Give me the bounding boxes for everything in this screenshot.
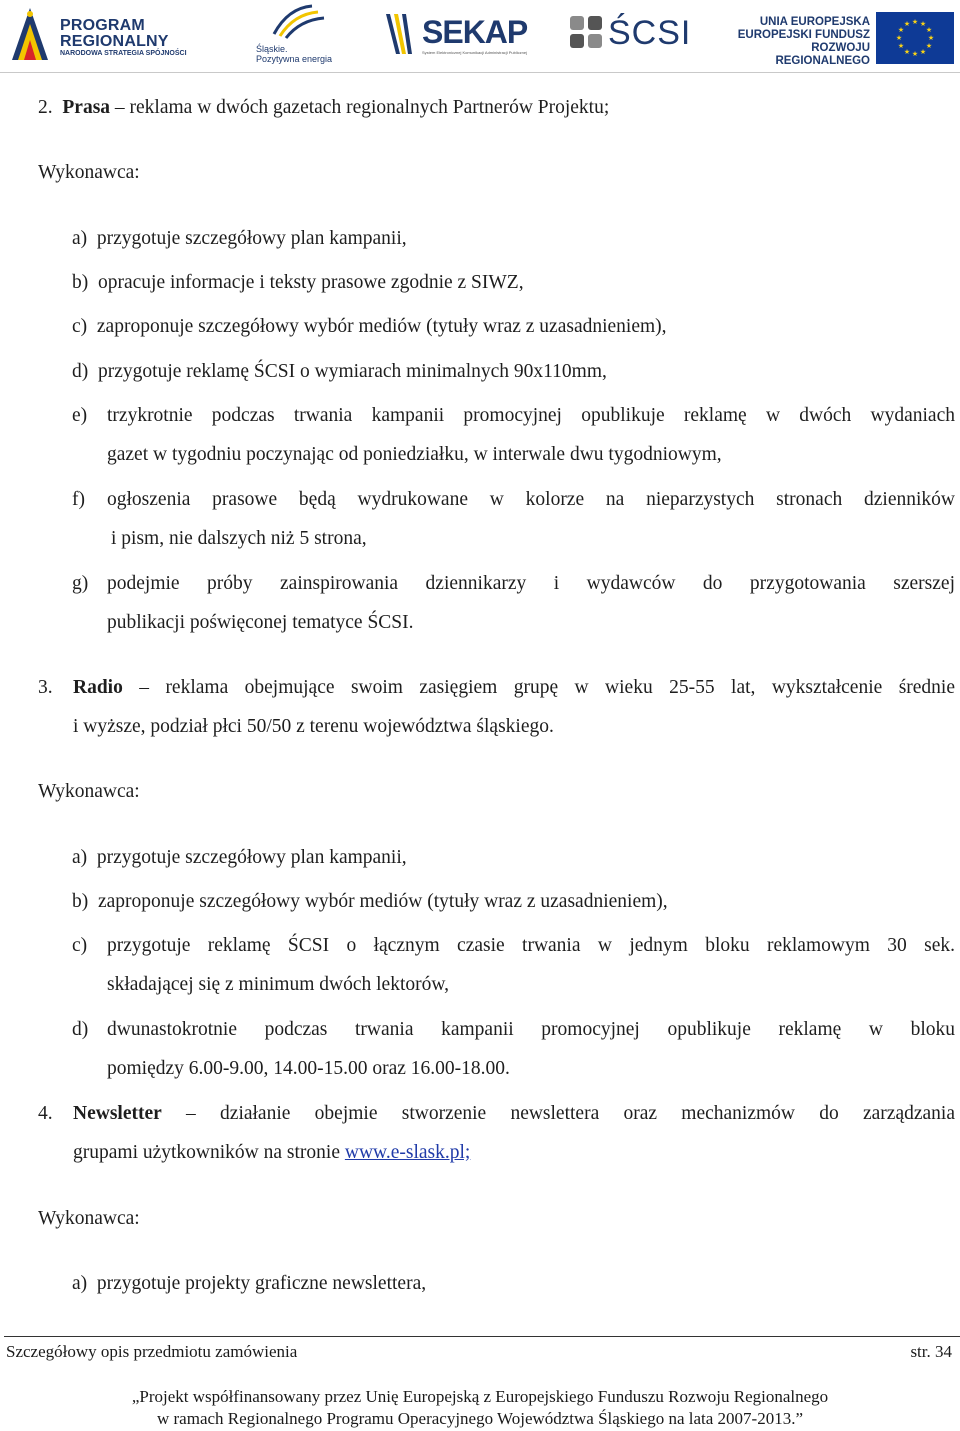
wykonawca-label: Wykonawca: — [38, 1208, 140, 1229]
footer-page-number: str. 34 — [910, 1342, 952, 1361]
scsi-logo-name: ŚCSI — [608, 14, 692, 52]
list-letter: d) — [72, 361, 89, 382]
section-radio-heading — [73, 668, 955, 707]
svg-text:★: ★ — [925, 42, 933, 50]
slaskie-logo-line2: Pozytywna energia — [256, 54, 333, 64]
list-item — [72, 882, 668, 921]
section-description: – reklama obejmujące swoim zasięgiem grupę w wieku 25-55 lat, wykształcenie średnie — [122, 677, 955, 698]
list-text: trzykrotnie podczas trwania kampanii promocyjnej opublikuje reklamę w dwóch wydaniach — [107, 405, 955, 426]
section-description: – działanie obejmie stworzenie newslettera oraz mechanizmów do zarządzania — [161, 1103, 955, 1124]
svg-text:★: ★ — [897, 26, 905, 34]
list-letter: g) — [72, 573, 89, 594]
list-letter: c) — [72, 935, 88, 956]
svg-text:★: ★ — [895, 34, 903, 42]
svg-text:★: ★ — [911, 18, 919, 26]
list-text: opracuje informacje i teksty prasowe zgodnie z SIWZ, — [98, 272, 524, 293]
page-header — [0, 0, 960, 73]
list-letter: e) — [72, 405, 88, 426]
section-number: 2. — [38, 97, 53, 118]
program-regionalny-logo — [8, 4, 208, 66]
section-description: – reklama w dwóch gazetach regionalnych Partnerów Projektu; — [110, 97, 610, 118]
footer-document-title: Szczegółowy opis przedmiotu zamówienia — [6, 1342, 298, 1361]
section-number: 3. — [38, 677, 53, 698]
list-text: ogłoszenia prasowe będą wydrukowane w kolorze na nieparzystych stronach dzienników — [107, 489, 955, 510]
list-text: publikacji poświęconej tematyce ŚCSI. — [107, 612, 414, 633]
slaskie-emblem-icon — [268, 4, 328, 42]
program-logo-line3: NARODOWA STRATEGIA SPÓJNOŚCI — [60, 50, 187, 57]
wykonawca-label: Wykonawca: — [38, 781, 140, 802]
svg-text:★: ★ — [903, 48, 911, 56]
list-text: przygotuje reklamę ŚCSI o łącznym czasie trwania w jednym bloku reklamowym 30 sek. — [107, 935, 955, 956]
list-text: przygotuje szczegółowy plan kampanii, — [96, 847, 407, 868]
list-item — [72, 352, 607, 391]
eu-logo-line1: UNIA EUROPEJSKA — [759, 16, 870, 28]
list-letter: b) — [72, 272, 89, 293]
list-text: pomiędzy 6.00-9.00, 14.00-15.00 oraz 16.00-18.00. — [107, 1058, 510, 1079]
list-text: zaproponuje szczegółowy wybór mediów (tytuły wraz z uzasadnieniem), — [96, 316, 667, 337]
scsi-logo — [568, 4, 708, 66]
e-slask-link[interactable]: www.e-slask.pl; — [344, 1142, 471, 1163]
list-letter: a) — [72, 228, 88, 249]
list-item — [72, 838, 407, 877]
svg-text:★: ★ — [911, 50, 919, 58]
list-letter: b) — [72, 891, 89, 912]
list-letter: c) — [72, 316, 88, 337]
list-letter: d) — [72, 1019, 89, 1040]
list-text: przygotuje projekty graficzne newslettera, — [96, 1273, 427, 1294]
section-description-cont — [73, 1133, 470, 1172]
list-text: przygotuje szczegółowy plan kampanii, — [96, 228, 407, 249]
scsi-emblem-icon — [570, 16, 606, 56]
list-text: zaproponuje szczegółowy wybór mediów (tytuły wraz z uzasadnieniem), — [98, 891, 668, 912]
footer-divider — [4, 1336, 960, 1337]
list-text: podejmie próby zainspirowania dziennikarzy i wydawców do przygotowania szerszej — [107, 573, 955, 594]
slaskie-logo-line1: Śląskie. — [256, 44, 288, 54]
section-title: Prasa — [62, 97, 111, 118]
svg-text:★: ★ — [925, 26, 933, 34]
section-title: Newsletter — [73, 1103, 162, 1124]
list-text: przygotuje reklamę ŚCSI o wymiarach minimalnych 90x110mm, — [98, 361, 607, 382]
section-newsletter-heading — [73, 1094, 955, 1133]
footer-cofinancing-line1: „Projekt współfinansowany przez Unię Europejską z Europejskiego Funduszu Rozwoju Regionalnego — [131, 1387, 829, 1406]
section-number: 4. — [38, 1103, 53, 1124]
list-letter: a) — [72, 1273, 88, 1294]
eu-logo-line3: ROZWOJU REGIONALNEGO — [775, 42, 870, 67]
svg-text:★: ★ — [919, 48, 927, 56]
section-description-text: grupami użytkowników na stronie — [73, 1142, 345, 1163]
list-text: dwunastokrotnie podczas trwania kampanii promocyjnej opublikuje reklamę w bloku — [107, 1019, 955, 1040]
eu-logo — [736, 4, 956, 66]
list-letter: a) — [72, 847, 88, 868]
list-item — [72, 263, 524, 302]
svg-text:★: ★ — [903, 20, 911, 28]
sekap-logo — [382, 4, 528, 66]
section-title: Radio — [73, 677, 123, 698]
list-item — [72, 307, 667, 346]
wykonawca-label: Wykonawca: — [38, 162, 140, 183]
list-item — [72, 1264, 426, 1303]
program-logo-line1: PROGRAM — [60, 17, 145, 34]
section-prasa-heading — [38, 88, 609, 127]
list-text: i pism, nie dalszych niż 5 strona, — [111, 528, 367, 549]
eu-flag-icon — [876, 12, 954, 64]
list-text: gazet w tygodniu poczynając od poniedziałku, w interwale dwu tygodniowym, — [107, 444, 722, 465]
list-letter: f) — [72, 489, 85, 510]
sekap-logo-sub: System Elektronicznej Komunikacji Administracji Publicznej — [422, 50, 527, 55]
footer-cofinancing-line2: w ramach Regionalnego Programu Operacyjnego Województwa Śląskiego na lata 2007-2013.” — [156, 1409, 804, 1428]
svg-text:★: ★ — [897, 42, 905, 50]
section-description-cont: i wyższe, podział płci 50/50 z terenu województwa śląskiego. — [73, 716, 554, 737]
program-logo-line2: REGIONALNY — [60, 33, 169, 50]
sekap-emblem-icon — [382, 10, 418, 62]
svg-text:★: ★ — [927, 34, 935, 42]
list-item — [72, 219, 407, 258]
program-regionalny-emblem-icon — [8, 4, 54, 64]
slaskie-logo — [252, 4, 332, 66]
eu-logo-line2: EUROPEJSKI FUNDUSZ — [737, 29, 870, 41]
sekap-logo-name: SEKAP — [422, 14, 528, 50]
list-text: składającej się z minimum dwóch lektorów, — [107, 974, 450, 995]
svg-text:★: ★ — [919, 20, 927, 28]
